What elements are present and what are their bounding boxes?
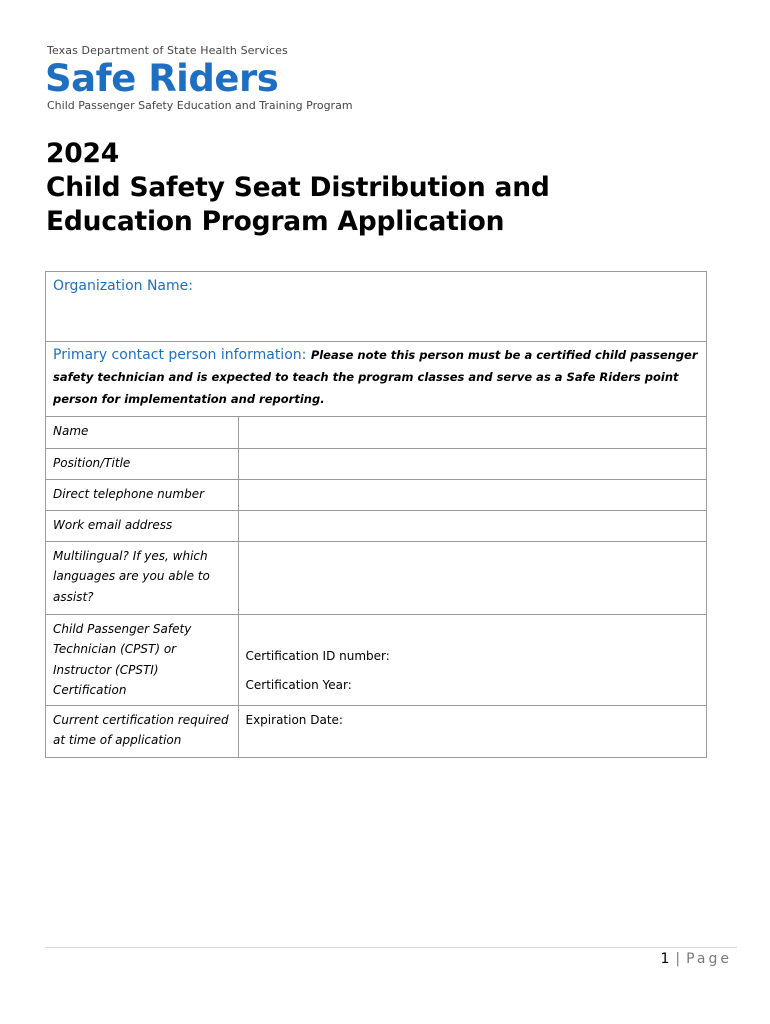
certification-input[interactable]: [238, 614, 706, 705]
title-line-3: Education Program Application: [46, 206, 505, 237]
telephone-label: Direct telephone number: [46, 479, 238, 510]
current-certification-label: Current certification required at time of application: [46, 705, 238, 757]
program-name: Child Passenger Safety Education and Training Program: [47, 99, 353, 112]
name-input[interactable]: [238, 417, 706, 448]
contact-info-header: [46, 342, 706, 417]
table-row: [46, 614, 706, 705]
expiration-date-input[interactable]: Expiration Date:: [245, 712, 343, 727]
brand-name: Safe Riders: [45, 57, 279, 100]
application-form: [45, 271, 707, 758]
organization-name-label: Organization Name:: [53, 278, 193, 294]
page-number: 1: [660, 951, 670, 967]
table-row: [46, 705, 706, 757]
work-email-input[interactable]: [238, 510, 706, 541]
table-row: [46, 541, 706, 614]
contact-fields-table: [46, 417, 706, 757]
table-row: [46, 479, 706, 510]
certification-year-label: Certification Year:: [245, 678, 352, 692]
certification-id-label: Certification ID number:: [245, 648, 390, 663]
organization-name-field[interactable]: [46, 272, 706, 342]
position-title-label: Position/Title: [46, 448, 238, 479]
safe-riders-logo: [47, 44, 353, 112]
title-line-2: Child Safety Seat Distribution and: [46, 172, 550, 203]
title-year: 2024: [46, 138, 119, 169]
footer-divider: [45, 947, 737, 948]
contact-info-note: Please note this person must be a certified child passenger safety technician and is expected to teach the program classes and serve as a Safe Riders point person for implementation and reporting.: [53, 348, 698, 406]
agency-name: Texas Department of State Health Services: [47, 44, 288, 57]
work-email-label: Work email address: [46, 510, 238, 541]
name-label: Name: [46, 417, 238, 448]
table-row: [46, 417, 706, 448]
position-title-input[interactable]: [238, 448, 706, 479]
page-word: Page: [686, 951, 732, 967]
multilingual-input[interactable]: [238, 541, 706, 614]
table-row: [46, 510, 706, 541]
multilingual-label: Multilingual? If yes, which languages are you able to assist?: [46, 541, 238, 614]
document-title: [46, 137, 550, 239]
certification-label: Child Passenger Safety Technician (CPST) or Instructor (CPSTI) Certification: [46, 614, 238, 705]
page-separator: |: [675, 951, 681, 967]
page-footer: [660, 951, 732, 967]
telephone-input[interactable]: [238, 479, 706, 510]
table-row: [46, 448, 706, 479]
contact-info-label: Primary contact person information:: [53, 347, 307, 363]
